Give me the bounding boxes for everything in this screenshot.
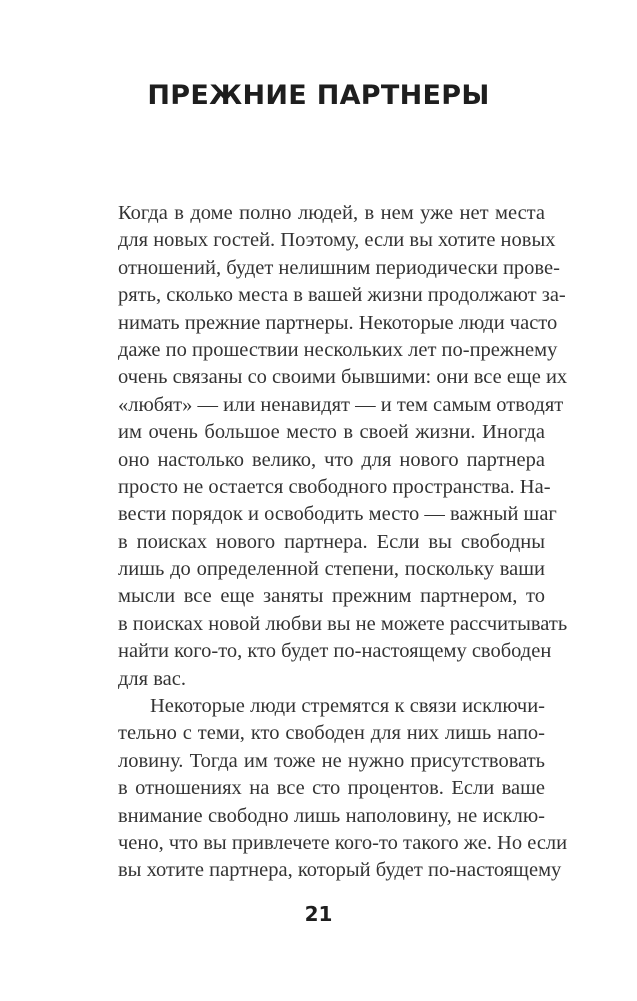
text-line: внимание свободно лишь наполовину, не исклю- [118,804,545,827]
text-line: просто не остается свободного пространства. На- [118,475,551,498]
body-text [118,200,568,885]
text-line: чено, что вы привлечете кого-то такого же. Но если [118,831,568,854]
text-line: для новых гостей. Поэтому, если вы хотите новых [118,229,556,252]
text-line: Некоторые люди стремятся к связи исключи- [150,695,545,718]
text-line: рять, сколько места в вашей жизни продолжают за- [118,284,566,307]
text-line: нимать прежние партнеры. Некоторые люди часто [118,311,558,334]
page-number: 21 [304,902,333,926]
text-line: вы хотите партнера, который будет по-настоящему [118,859,562,882]
text-line: в поисках новой любви вы не можете рассчитывать [118,612,568,635]
text-line: оно настолько велико, что для нового партнера [118,448,545,471]
text-line: тельно с теми, кто свободен для них лишь напо- [118,722,545,745]
text-line: найти кого-то, кто будет по-настоящему свободен [118,640,552,663]
text-line: вести порядок и освободить место — важный шаг [118,503,557,526]
text-line: отношений, будет нелишним периодически прове- [118,256,560,279]
text-line: даже по прошествии нескольких лет по-прежнему [118,338,558,361]
paragraph [118,200,568,693]
chapter-title: ПРЕЖНИЕ ПАРТНЕРЫ [147,80,490,111]
text-line: «любят» — или ненавидят — и тем самым отводят [118,393,564,416]
text-line: лишь до определенной степени, поскольку ваши [118,558,545,581]
paragraph [118,693,568,885]
text-line: для вас. [118,667,186,690]
text-line: Когда в доме полно людей, в нем уже нет места [118,202,545,224]
text-line: в отношениях на все сто процентов. Если ваше [118,777,545,800]
text-line: очень связаны со своими бывшими: они все еще их [118,366,568,389]
text-line: ловину. Тогда им тоже не нужно присутствовать [118,749,545,772]
text-line: им очень большое место в своей жизни. Иногда [118,421,545,444]
text-line: в поисках нового партнера. Если вы свободны [118,530,545,553]
text-line: мысли все еще заняты прежним партнером, то [118,585,545,608]
